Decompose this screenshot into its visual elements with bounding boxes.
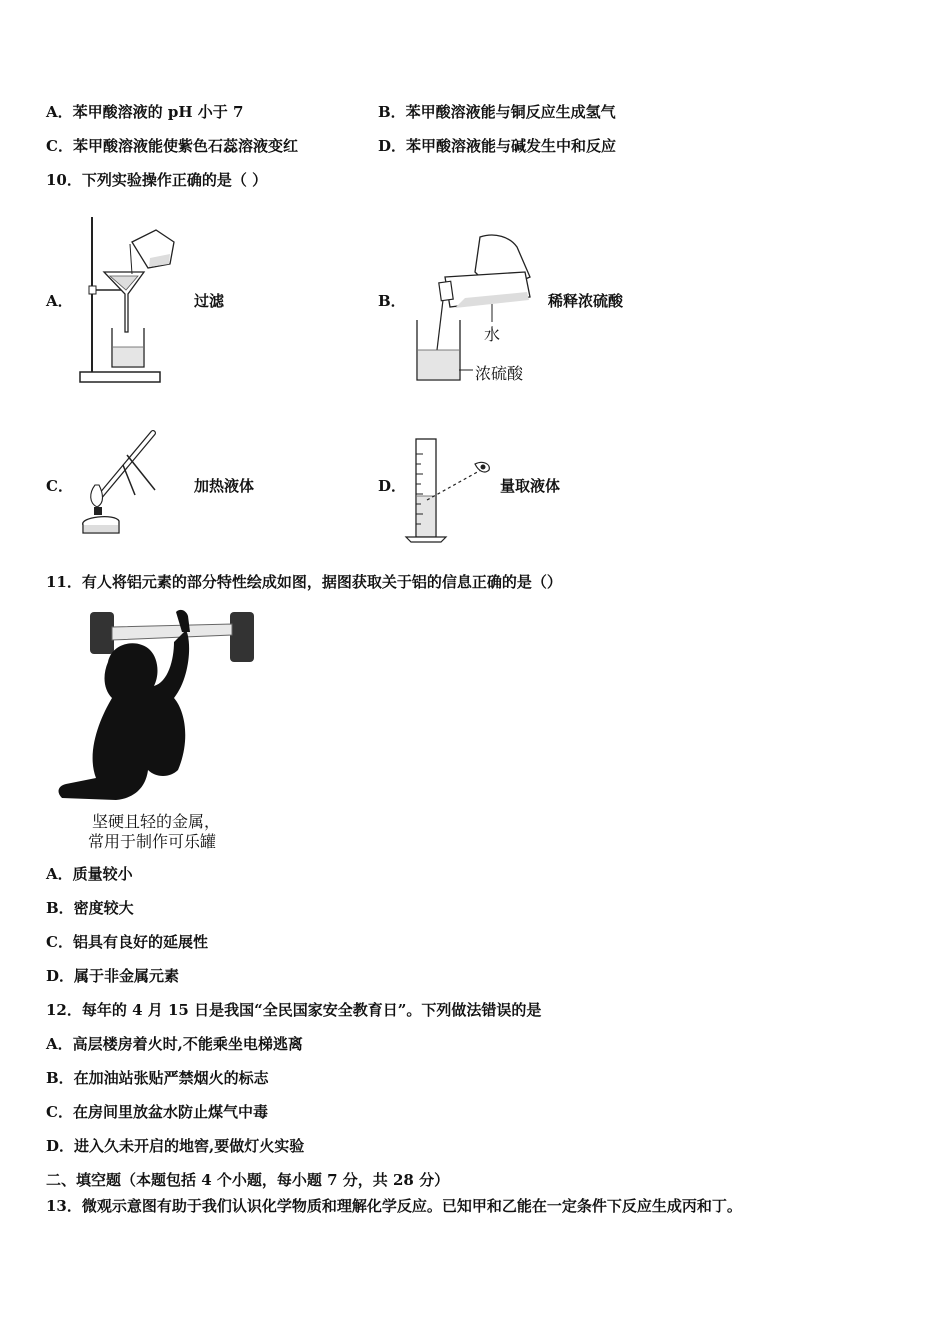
q12-option-a: A．高层楼房着火时,不能乘坐电梯逃离 [46, 1035, 303, 1053]
q9-option-b: B．苯甲酸溶液能与铜反应生成氢气 [378, 103, 616, 121]
q11-option-c: C．铝具有良好的延展性 [46, 933, 208, 951]
q10-option-c-letter: C． [46, 477, 73, 495]
q12-option-b: B．在加油站张贴严禁烟火的标志 [46, 1069, 269, 1087]
q10-option-b-letter: B． [378, 292, 406, 310]
q10-option-a-letter: A． [46, 292, 73, 310]
q12-stem: 12．每年的 4 月 15 日是我国“全民国家安全教育日”。下列做法错误的是 [46, 1001, 542, 1019]
water-label: 水 [484, 325, 501, 344]
q10-option-d-letter: D． [378, 477, 407, 495]
q10-stem: 10．下列实验操作正确的是（ ） [46, 171, 268, 189]
conc-acid-label: 浓硫酸 [475, 364, 524, 383]
q12-option-c: C．在房间里放盆水防止煤气中毒 [46, 1103, 268, 1121]
q10-option-c-caption: 加热液体 [194, 477, 255, 495]
q9-option-d: D．苯甲酸溶液能与碱发生中和反应 [378, 137, 617, 155]
q10-option-b-caption: 稀释浓硫酸 [548, 292, 624, 310]
q11-option-d: D．属于非金属元素 [46, 967, 180, 985]
measuring-cylinder-figure [403, 434, 498, 544]
q10-option-a-caption: 过滤 [194, 292, 225, 310]
figure-text-line2: 常用于制作可乐罐 [88, 832, 217, 851]
q12-option-d: D．进入久未开启的地窖,要做灯火实验 [46, 1137, 305, 1155]
q11-option-a: A．质量较小 [46, 865, 133, 883]
q11-stem: 11．有人将铝元素的部分特性绘成如图，据图获取关于铝的信息正确的是（） [46, 573, 562, 591]
aluminum-illustration [46, 602, 261, 807]
q9-option-c: C．苯甲酸溶液能使紫色石蕊溶液变红 [46, 137, 298, 155]
q9-option-a: A．苯甲酸溶液的 pH 小于 7 [46, 103, 244, 121]
section-heading: 二、填空题（本题包括 4 个小题，每小题 7 分，共 28 分） [46, 1171, 450, 1189]
filtration-figure [72, 212, 187, 387]
q13-stem: 13．微观示意图有助于我们认识化学物质和理解化学反应。已知甲和乙能在一定条件下反应生成丙和丁。 [46, 1197, 742, 1215]
figure-text-line1: 坚硬且轻的金属， [92, 812, 221, 831]
q10-option-d-caption: 量取液体 [500, 477, 561, 495]
dilute-acid-figure [405, 232, 540, 382]
heating-liquid-figure [75, 425, 165, 540]
q11-option-b: B．密度较大 [46, 899, 134, 917]
